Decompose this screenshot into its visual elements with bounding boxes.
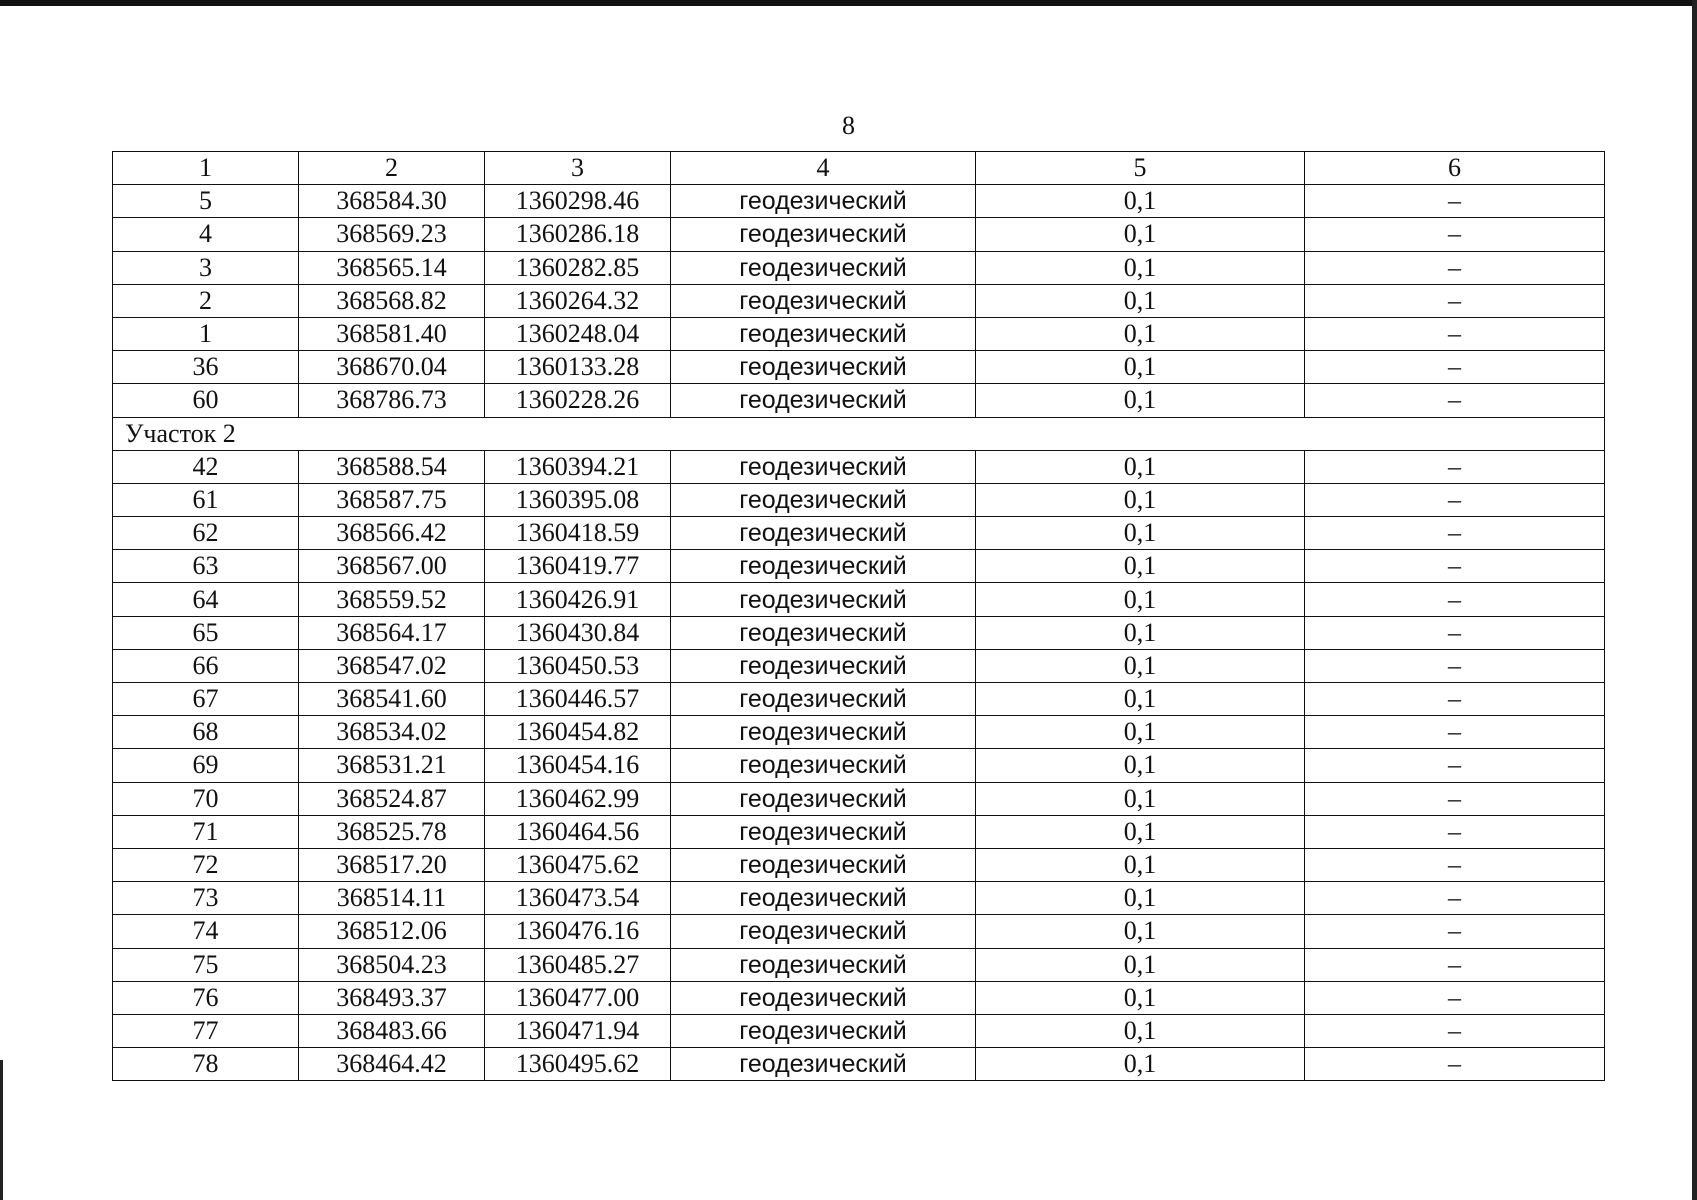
note-cell: – xyxy=(1305,483,1605,516)
header-cell: 3 xyxy=(485,152,671,185)
accuracy-cell: 0,1 xyxy=(976,1014,1305,1047)
method-cell: геодезический xyxy=(671,550,976,583)
accuracy-cell: 0,1 xyxy=(976,550,1305,583)
note-cell: – xyxy=(1305,915,1605,948)
accuracy-cell: 0,1 xyxy=(976,683,1305,716)
y-coordinate-cell: 1360419.77 xyxy=(485,550,671,583)
note-cell: – xyxy=(1305,317,1605,350)
y-coordinate-cell: 1360471.94 xyxy=(485,1014,671,1047)
table-row xyxy=(113,1048,1605,1081)
table-row xyxy=(113,981,1605,1014)
table-row xyxy=(113,483,1605,516)
point-number-cell: 62 xyxy=(113,517,299,550)
x-coordinate-cell: 368547.02 xyxy=(299,649,485,682)
point-number-cell: 4 xyxy=(113,218,299,251)
method-cell: геодезический xyxy=(671,185,976,218)
x-coordinate-cell: 368559.52 xyxy=(299,583,485,616)
x-coordinate-cell: 368464.42 xyxy=(299,1048,485,1081)
table-row xyxy=(113,550,1605,583)
y-coordinate-cell: 1360473.54 xyxy=(485,882,671,915)
x-coordinate-cell: 368581.40 xyxy=(299,317,485,350)
point-number-cell: 61 xyxy=(113,483,299,516)
x-coordinate-cell: 368493.37 xyxy=(299,981,485,1014)
method-cell: геодезический xyxy=(671,583,976,616)
note-cell: – xyxy=(1305,616,1605,649)
accuracy-cell: 0,1 xyxy=(976,483,1305,516)
accuracy-cell: 0,1 xyxy=(976,616,1305,649)
table-row xyxy=(113,384,1605,417)
method-cell: геодезический xyxy=(671,384,976,417)
note-cell: – xyxy=(1305,550,1605,583)
table-row xyxy=(113,815,1605,848)
point-number-cell: 42 xyxy=(113,450,299,483)
note-cell: – xyxy=(1305,815,1605,848)
point-number-cell: 5 xyxy=(113,185,299,218)
accuracy-cell: 0,1 xyxy=(976,848,1305,881)
accuracy-cell: 0,1 xyxy=(976,218,1305,251)
x-coordinate-cell: 368566.42 xyxy=(299,517,485,550)
accuracy-cell: 0,1 xyxy=(976,882,1305,915)
y-coordinate-cell: 1360476.16 xyxy=(485,915,671,948)
method-cell: геодезический xyxy=(671,915,976,948)
method-cell: геодезический xyxy=(671,882,976,915)
x-coordinate-cell: 368531.21 xyxy=(299,749,485,782)
note-cell: – xyxy=(1305,251,1605,284)
method-cell: геодезический xyxy=(671,782,976,815)
method-cell: геодезический xyxy=(671,749,976,782)
table-body xyxy=(113,152,1605,1081)
note-cell: – xyxy=(1305,384,1605,417)
scan-edge-top xyxy=(0,0,1697,6)
x-coordinate-cell: 368564.17 xyxy=(299,616,485,649)
table-row xyxy=(113,848,1605,881)
table-row xyxy=(113,948,1605,981)
table-row xyxy=(113,1014,1605,1047)
y-coordinate-cell: 1360286.18 xyxy=(485,218,671,251)
method-cell: геодезический xyxy=(671,251,976,284)
point-number-cell: 60 xyxy=(113,384,299,417)
note-cell: – xyxy=(1305,450,1605,483)
accuracy-cell: 0,1 xyxy=(976,948,1305,981)
table-row xyxy=(113,716,1605,749)
method-cell: геодезический xyxy=(671,218,976,251)
x-coordinate-cell: 368524.87 xyxy=(299,782,485,815)
y-coordinate-cell: 1360426.91 xyxy=(485,583,671,616)
method-cell: геодезический xyxy=(671,616,976,649)
y-coordinate-cell: 1360430.84 xyxy=(485,616,671,649)
method-cell: геодезический xyxy=(671,848,976,881)
point-number-cell: 63 xyxy=(113,550,299,583)
accuracy-cell: 0,1 xyxy=(976,815,1305,848)
section-row xyxy=(113,417,1605,450)
x-coordinate-cell: 368483.66 xyxy=(299,1014,485,1047)
x-coordinate-cell: 368514.11 xyxy=(299,882,485,915)
table-row xyxy=(113,218,1605,251)
table-row xyxy=(113,882,1605,915)
x-coordinate-cell: 368534.02 xyxy=(299,716,485,749)
accuracy-cell: 0,1 xyxy=(976,517,1305,550)
note-cell: – xyxy=(1305,1014,1605,1047)
table-row xyxy=(113,616,1605,649)
y-coordinate-cell: 1360282.85 xyxy=(485,251,671,284)
accuracy-cell: 0,1 xyxy=(976,782,1305,815)
table-row xyxy=(113,185,1605,218)
point-number-cell: 1 xyxy=(113,317,299,350)
x-coordinate-cell: 368568.82 xyxy=(299,284,485,317)
point-number-cell: 65 xyxy=(113,616,299,649)
point-number-cell: 74 xyxy=(113,915,299,948)
x-coordinate-cell: 368567.00 xyxy=(299,550,485,583)
y-coordinate-cell: 1360454.82 xyxy=(485,716,671,749)
point-number-cell: 71 xyxy=(113,815,299,848)
y-coordinate-cell: 1360450.53 xyxy=(485,649,671,682)
method-cell: геодезический xyxy=(671,351,976,384)
x-coordinate-cell: 368584.30 xyxy=(299,185,485,218)
x-coordinate-cell: 368541.60 xyxy=(299,683,485,716)
accuracy-cell: 0,1 xyxy=(976,583,1305,616)
note-cell: – xyxy=(1305,782,1605,815)
table-row xyxy=(113,317,1605,350)
note-cell: – xyxy=(1305,284,1605,317)
note-cell: – xyxy=(1305,981,1605,1014)
accuracy-cell: 0,1 xyxy=(976,649,1305,682)
y-coordinate-cell: 1360394.21 xyxy=(485,450,671,483)
y-coordinate-cell: 1360298.46 xyxy=(485,185,671,218)
y-coordinate-cell: 1360495.62 xyxy=(485,1048,671,1081)
table-row xyxy=(113,450,1605,483)
method-cell: геодезический xyxy=(671,317,976,350)
accuracy-cell: 0,1 xyxy=(976,1048,1305,1081)
table-row xyxy=(113,351,1605,384)
table-row xyxy=(113,517,1605,550)
point-number-cell: 68 xyxy=(113,716,299,749)
scan-edge-right xyxy=(1692,0,1697,1200)
method-cell: геодезический xyxy=(671,981,976,1014)
note-cell: – xyxy=(1305,351,1605,384)
accuracy-cell: 0,1 xyxy=(976,351,1305,384)
method-cell: геодезический xyxy=(671,1048,976,1081)
x-coordinate-cell: 368587.75 xyxy=(299,483,485,516)
method-cell: геодезический xyxy=(671,683,976,716)
table-row xyxy=(113,749,1605,782)
note-cell: – xyxy=(1305,749,1605,782)
y-coordinate-cell: 1360485.27 xyxy=(485,948,671,981)
header-cell: 2 xyxy=(299,152,485,185)
x-coordinate-cell: 368565.14 xyxy=(299,251,485,284)
note-cell: – xyxy=(1305,517,1605,550)
table-row xyxy=(113,649,1605,682)
point-number-cell: 67 xyxy=(113,683,299,716)
table-row xyxy=(113,683,1605,716)
note-cell: – xyxy=(1305,716,1605,749)
accuracy-cell: 0,1 xyxy=(976,251,1305,284)
y-coordinate-cell: 1360462.99 xyxy=(485,782,671,815)
note-cell: – xyxy=(1305,848,1605,881)
x-coordinate-cell: 368517.20 xyxy=(299,848,485,881)
accuracy-cell: 0,1 xyxy=(976,716,1305,749)
note-cell: – xyxy=(1305,683,1605,716)
y-coordinate-cell: 1360418.59 xyxy=(485,517,671,550)
y-coordinate-cell: 1360264.32 xyxy=(485,284,671,317)
accuracy-cell: 0,1 xyxy=(976,185,1305,218)
method-cell: геодезический xyxy=(671,450,976,483)
method-cell: геодезический xyxy=(671,517,976,550)
point-number-cell: 66 xyxy=(113,649,299,682)
y-coordinate-cell: 1360446.57 xyxy=(485,683,671,716)
point-number-cell: 70 xyxy=(113,782,299,815)
note-cell: – xyxy=(1305,583,1605,616)
method-cell: геодезический xyxy=(671,649,976,682)
y-coordinate-cell: 1360133.28 xyxy=(485,351,671,384)
table-row xyxy=(113,251,1605,284)
y-coordinate-cell: 1360464.56 xyxy=(485,815,671,848)
point-number-cell: 76 xyxy=(113,981,299,1014)
header-cell: 1 xyxy=(113,152,299,185)
y-coordinate-cell: 1360228.26 xyxy=(485,384,671,417)
note-cell: – xyxy=(1305,948,1605,981)
table-row xyxy=(113,782,1605,815)
x-coordinate-cell: 368786.73 xyxy=(299,384,485,417)
method-cell: геодезический xyxy=(671,948,976,981)
accuracy-cell: 0,1 xyxy=(976,450,1305,483)
note-cell: – xyxy=(1305,185,1605,218)
header-cell: 6 xyxy=(1305,152,1605,185)
method-cell: геодезический xyxy=(671,815,976,848)
header-cell: 4 xyxy=(671,152,976,185)
accuracy-cell: 0,1 xyxy=(976,317,1305,350)
method-cell: геодезический xyxy=(671,1014,976,1047)
header-cell: 5 xyxy=(976,152,1305,185)
method-cell: геодезический xyxy=(671,716,976,749)
point-number-cell: 73 xyxy=(113,882,299,915)
x-coordinate-cell: 368588.54 xyxy=(299,450,485,483)
table-row xyxy=(113,915,1605,948)
y-coordinate-cell: 1360475.62 xyxy=(485,848,671,881)
y-coordinate-cell: 1360477.00 xyxy=(485,981,671,1014)
x-coordinate-cell: 368504.23 xyxy=(299,948,485,981)
accuracy-cell: 0,1 xyxy=(976,981,1305,1014)
point-number-cell: 69 xyxy=(113,749,299,782)
accuracy-cell: 0,1 xyxy=(976,284,1305,317)
point-number-cell: 75 xyxy=(113,948,299,981)
x-coordinate-cell: 368512.06 xyxy=(299,915,485,948)
table-row xyxy=(113,583,1605,616)
accuracy-cell: 0,1 xyxy=(976,749,1305,782)
x-coordinate-cell: 368525.78 xyxy=(299,815,485,848)
point-number-cell: 3 xyxy=(113,251,299,284)
note-cell: – xyxy=(1305,1048,1605,1081)
y-coordinate-cell: 1360395.08 xyxy=(485,483,671,516)
accuracy-cell: 0,1 xyxy=(976,384,1305,417)
point-number-cell: 77 xyxy=(113,1014,299,1047)
y-coordinate-cell: 1360248.04 xyxy=(485,317,671,350)
section-label: Участок 2 xyxy=(113,417,1605,450)
note-cell: – xyxy=(1305,649,1605,682)
y-coordinate-cell: 1360454.16 xyxy=(485,749,671,782)
coordinates-table xyxy=(112,151,1605,1081)
point-number-cell: 72 xyxy=(113,848,299,881)
scan-edge-left xyxy=(0,1060,3,1200)
accuracy-cell: 0,1 xyxy=(976,915,1305,948)
method-cell: геодезический xyxy=(671,483,976,516)
note-cell: – xyxy=(1305,218,1605,251)
table-row xyxy=(113,284,1605,317)
x-coordinate-cell: 368670.04 xyxy=(299,351,485,384)
point-number-cell: 78 xyxy=(113,1048,299,1081)
header-row xyxy=(113,152,1605,185)
note-cell: – xyxy=(1305,882,1605,915)
x-coordinate-cell: 368569.23 xyxy=(299,218,485,251)
method-cell: геодезический xyxy=(671,284,976,317)
point-number-cell: 2 xyxy=(113,284,299,317)
point-number-cell: 64 xyxy=(113,583,299,616)
page-number: 8 xyxy=(842,111,855,140)
point-number-cell: 36 xyxy=(113,351,299,384)
